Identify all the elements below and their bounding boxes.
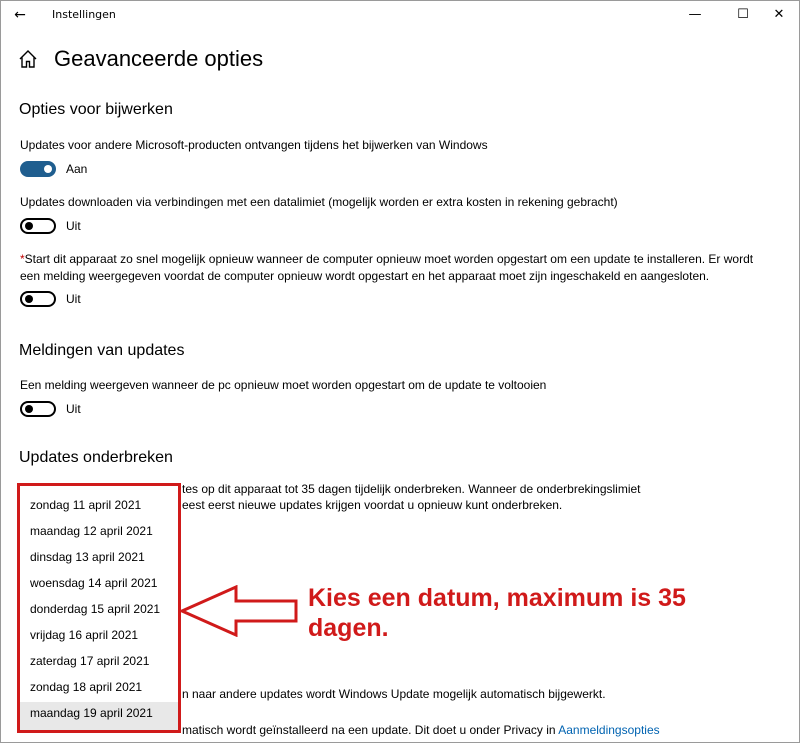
sign-in-options-link[interactable]: Aanmeldingsopties bbox=[558, 723, 660, 737]
date-option[interactable]: zondag 11 april 2021 bbox=[30, 498, 142, 512]
toggle-metered-connection[interactable] bbox=[20, 218, 56, 234]
toggle-other-products[interactable] bbox=[20, 161, 56, 177]
pause-description-line-1: tes op dit apparaat tot 35 dagen tijdelijk onderbreken. Wanneer de onderbrekingslimiet bbox=[182, 482, 641, 496]
bottom-text-line-1: n naar andere updates wordt Windows Update mogelijk automatisch bijgewerkt. bbox=[182, 687, 606, 701]
toggle-state-label: Uit bbox=[66, 219, 81, 233]
annotation-text: Kies een datum, maximum is 35 dagen. bbox=[308, 584, 686, 642]
option-text-notification: Een melding weergeven wanneer de pc opnieuw moet worden opgestart om de update te voltooien bbox=[20, 378, 547, 392]
toggle-knob bbox=[25, 222, 33, 230]
restart-line-1: Start dit apparaat zo snel mogelijk opnieuw wanneer de computer opnieuw moet worden opgestart om een update te installeren. Er wordt bbox=[24, 252, 754, 266]
date-option[interactable]: dinsdag 13 april 2021 bbox=[30, 550, 145, 564]
bottom-text-line-2-prefix: matisch wordt geïnstalleerd na een update. Dit doet u onder Privacy in bbox=[182, 723, 559, 737]
toggle-state-label: Aan bbox=[66, 162, 88, 176]
toggle-knob bbox=[25, 295, 33, 303]
section-heading-pause: Updates onderbreken bbox=[19, 449, 173, 466]
bottom-text-line-2 bbox=[182, 722, 660, 739]
toggle-notification[interactable] bbox=[20, 401, 56, 417]
page-title: Geavanceerde opties bbox=[54, 46, 264, 71]
option-text-metered-connection: Updates downloaden via verbindingen met een datalimiet (mogelijk worden er extra kosten in rekening gebracht) bbox=[20, 195, 618, 209]
date-option[interactable]: donderdag 15 april 2021 bbox=[30, 602, 161, 616]
title-bar bbox=[0, 0, 800, 30]
option-text-restart bbox=[20, 251, 753, 285]
section-heading-notifications: Meldingen van updates bbox=[19, 342, 185, 359]
toggle-state-label: Uit bbox=[66, 292, 81, 306]
section-heading-update-options: Opties voor bijwerken bbox=[19, 101, 173, 118]
toggle-knob bbox=[44, 165, 52, 173]
date-option-selected[interactable]: maandag 19 april 2021 bbox=[30, 706, 153, 720]
close-icon[interactable]: ✕ bbox=[773, 7, 785, 22]
date-option[interactable]: maandag 12 april 2021 bbox=[30, 524, 153, 538]
date-option[interactable]: zondag 18 april 2021 bbox=[30, 680, 143, 694]
back-arrow-icon[interactable]: ← bbox=[14, 7, 26, 23]
app-title: Instellingen bbox=[52, 8, 116, 21]
pause-description-line-2: eest eerst nieuwe updates krijgen voordat u opnieuw kunt onderbreken. bbox=[182, 498, 563, 512]
home-icon[interactable] bbox=[17, 48, 39, 70]
minimize-icon[interactable]: — bbox=[688, 7, 702, 22]
toggle-restart[interactable] bbox=[20, 291, 56, 307]
maximize-icon[interactable]: ☐ bbox=[737, 7, 749, 22]
restart-line-2: een melding weergegeven voordat de computer opnieuw wordt opgestart en het apparaat moet zijn ingeschakeld en aangesloten. bbox=[20, 269, 710, 283]
date-option[interactable]: woensdag 14 april 2021 bbox=[30, 576, 158, 590]
required-marker: * bbox=[20, 252, 25, 266]
option-text-other-products: Updates voor andere Microsoft-producten ontvangen tijdens het bijwerken van Windows bbox=[20, 138, 488, 152]
date-option[interactable]: vrijdag 16 april 2021 bbox=[30, 628, 139, 642]
pause-date-dropdown-list[interactable] bbox=[17, 483, 181, 733]
toggle-state-label: Uit bbox=[66, 402, 81, 416]
annotation-arrow-icon bbox=[180, 585, 300, 637]
date-option[interactable]: zaterdag 17 april 2021 bbox=[30, 654, 150, 668]
toggle-knob bbox=[25, 405, 33, 413]
